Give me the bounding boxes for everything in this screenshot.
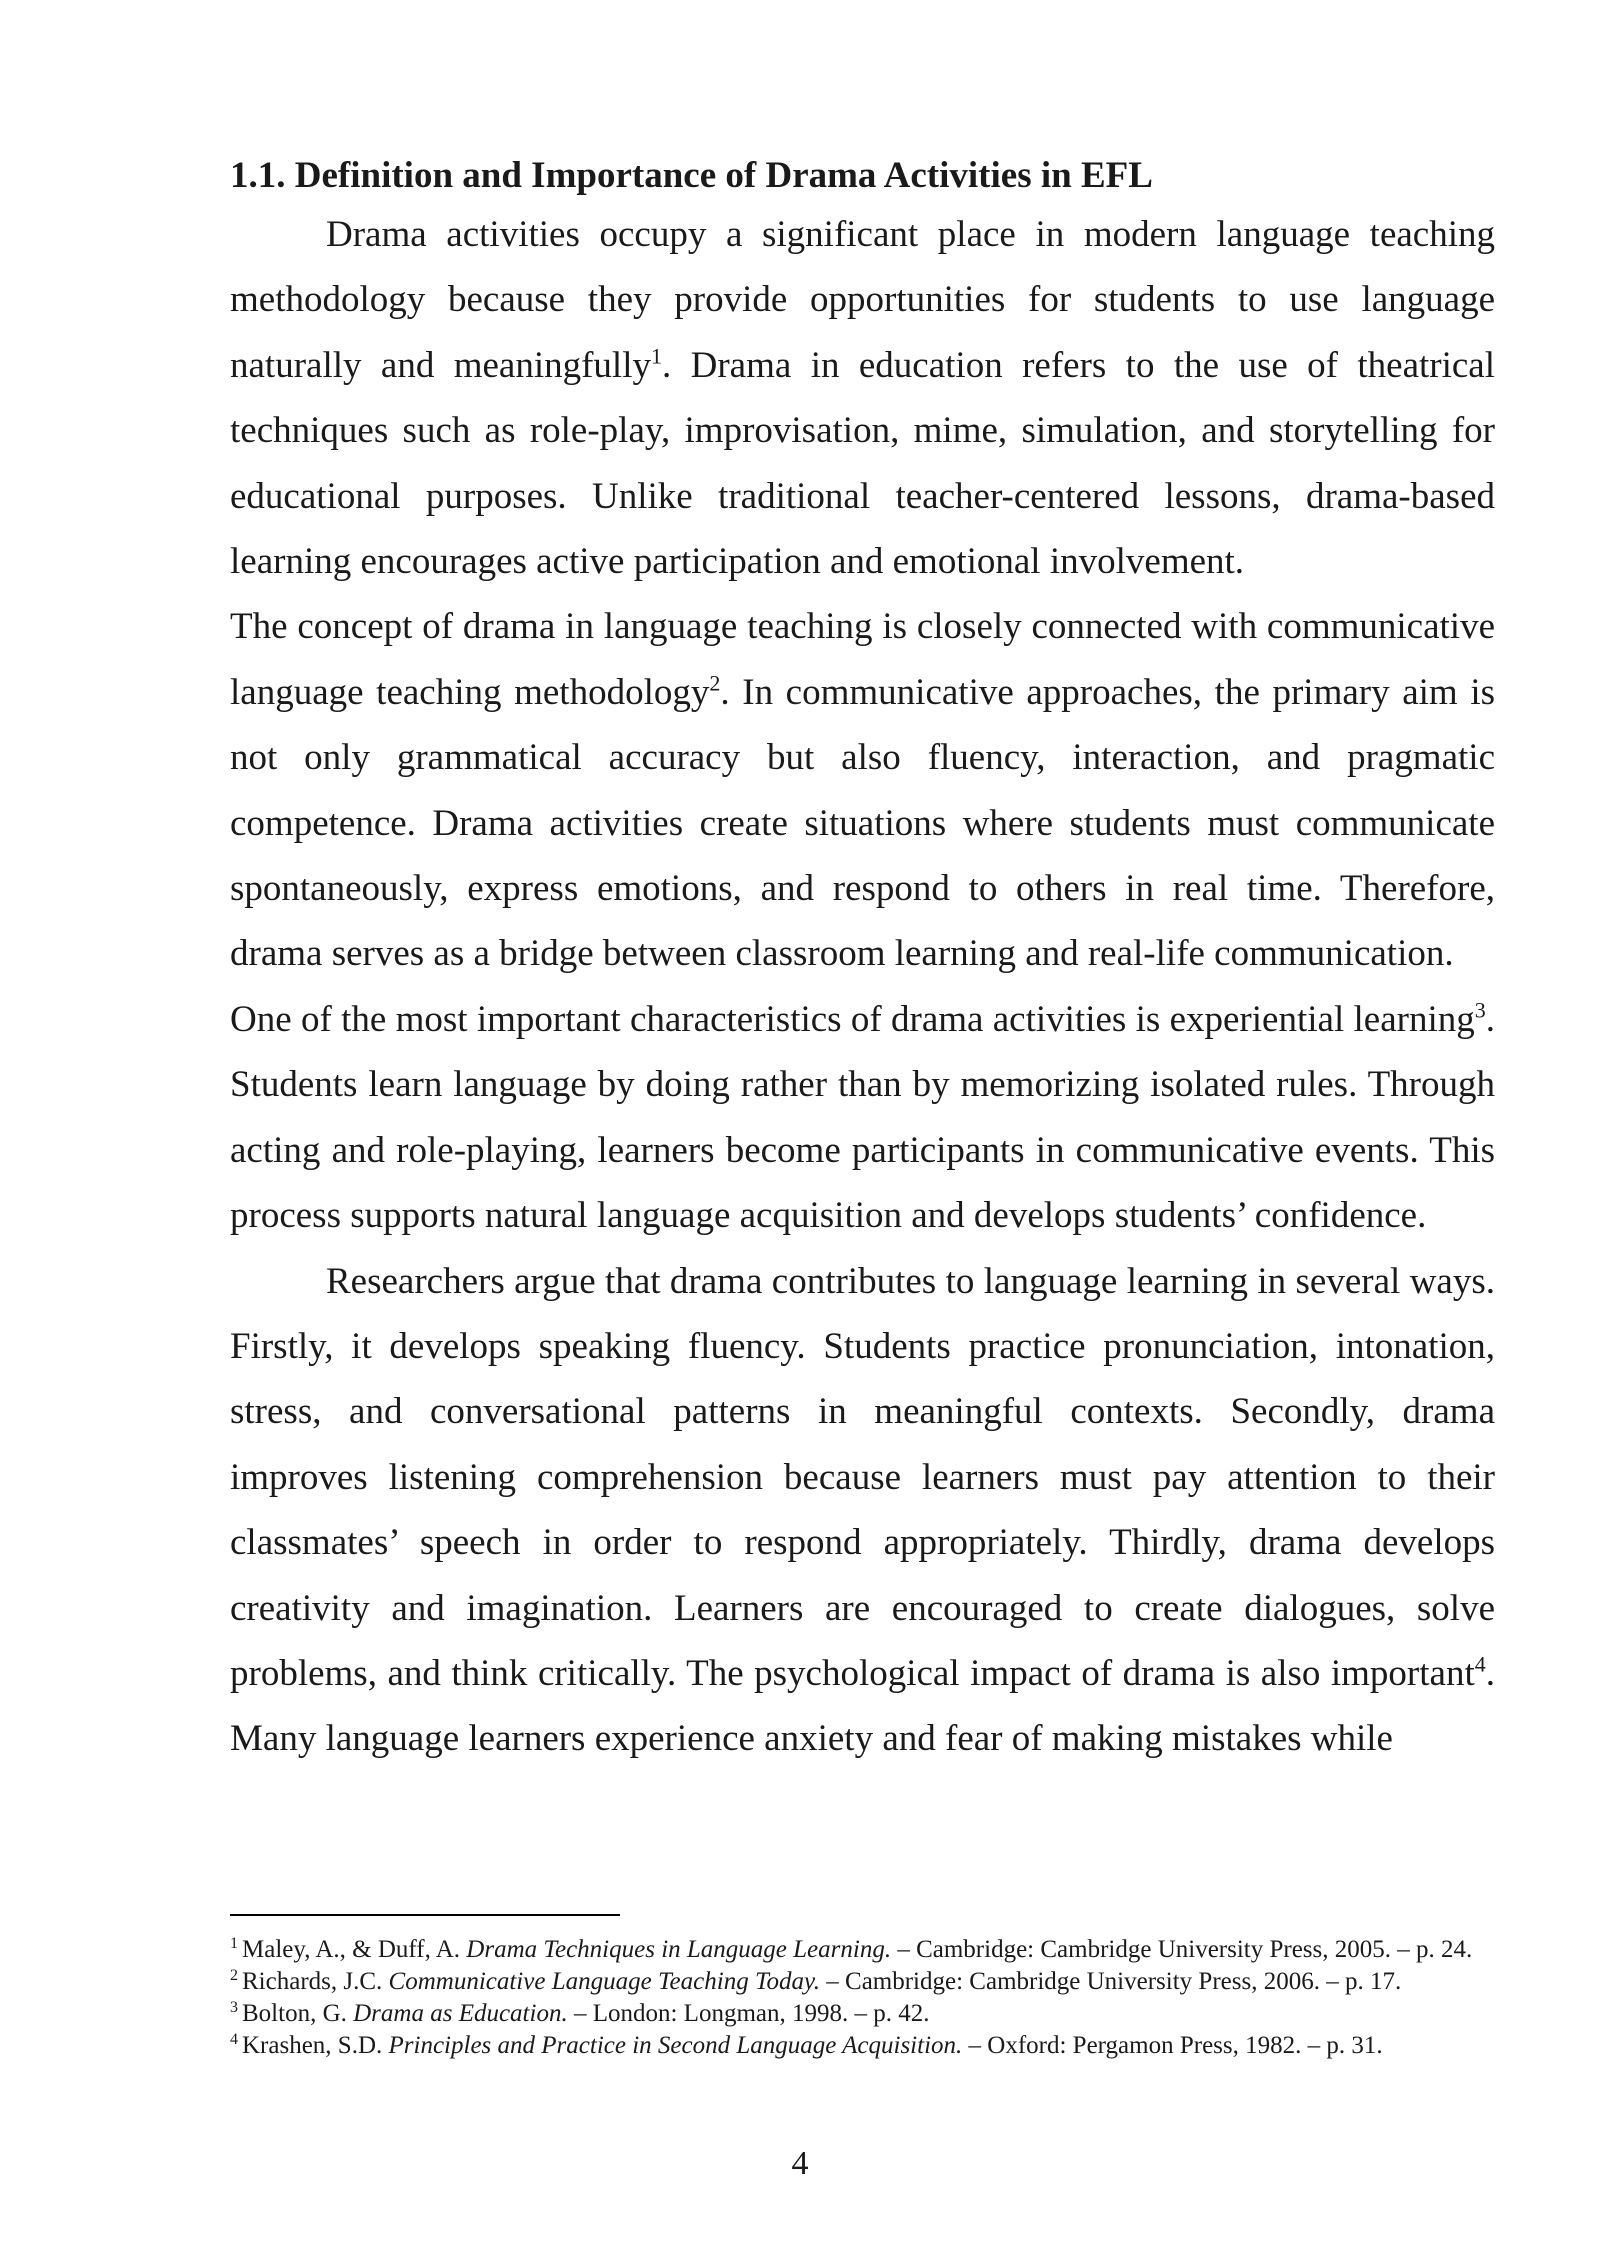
- section-heading: 1.1. Definition and Importance of Drama Activities in EFL: [230, 155, 1153, 196]
- footnote-1: [230, 1934, 1495, 1966]
- footnote-reference-2: 2: [709, 670, 721, 696]
- paragraph-experiential-learning: [230, 987, 1495, 1249]
- page-number: 4: [791, 2145, 809, 2182]
- footnote-reference-3: 3: [1474, 997, 1486, 1023]
- footnote-4: [230, 2030, 1495, 2062]
- footnote-number: 3: [230, 1998, 238, 2016]
- footnote-publication: – London: Longman, 1998. – p. 42.: [567, 2000, 930, 2027]
- footnote-author: Bolton, G.: [242, 2000, 354, 2027]
- paragraph-text: . Many language learners experience anxiety and fear of making mistakes while: [230, 1652, 1495, 1760]
- footnote-number: 4: [230, 2030, 238, 2048]
- document-body: [230, 150, 1495, 1772]
- paragraph-drama-definition: [230, 202, 1495, 594]
- footnote-3: [230, 1998, 1495, 2030]
- footnote-number: 2: [230, 1966, 238, 1984]
- paragraph-text: One of the most important characteristics of drama activities is experiential learning: [230, 998, 1475, 1040]
- footnote-publication: – Cambridge: Cambridge University Press, 2005. – p. 24.: [891, 1936, 1473, 1963]
- footnote-publication: – Cambridge: Cambridge University Press, 2006. – p. 17.: [820, 1968, 1402, 1995]
- footnote-2: [230, 1966, 1495, 1998]
- paragraph-text: . In communicative approaches, the primary aim is not only grammatical accuracy but also fluency, interaction, and pragmatic competence. Drama activities create situations where students must communicate spontaneously, express emotions, and respond to others in real time. Therefore, drama serves as a bridge between classroom learning and real-life communication.: [230, 671, 1495, 975]
- paragraph-text: Researchers argue that drama contributes to language learning in several ways. Firstly, it develops speaking fluency. Students practice pronunciation, intonation, stress, and conversational patterns in meaningful contexts. Secondly, drama improves listening comprehension because learners must pay attention to their classmates’ speech in order to respond appropriately. Thirdly, drama develops creativity and imagination. Learners are encouraged to create dialogues, solve problems, and think critically. The psychological impact of drama is also important: [230, 1260, 1495, 1694]
- footnote-reference-4: 4: [1474, 1651, 1486, 1677]
- footnote-title: Communicative Language Teaching Today.: [388, 1968, 821, 1995]
- footnote-number: 1: [230, 1934, 238, 1952]
- footnotes-section: [230, 1914, 1495, 2062]
- footnote-reference-1: 1: [651, 343, 662, 369]
- footnote-title: Drama Techniques in Language Learning.: [466, 1936, 892, 1963]
- footnote-title: Drama as Education.: [353, 2000, 568, 2027]
- footnote-author: Maley, A., & Duff, A.: [242, 1936, 467, 1963]
- footnote-author: Richards, J.C.: [242, 1968, 389, 1995]
- footnote-author: Krashen, S.D.: [242, 2032, 389, 2059]
- paragraph-text: The concept of drama in language teaching is closely connected with communicative language teaching methodology: [230, 606, 1495, 713]
- paragraph-communicative-approach: [230, 594, 1495, 986]
- paragraph-text: Drama activities occupy a significant place in modern language teaching methodology because they provide opportunities for students to use language naturally and meaningfully: [230, 214, 1495, 386]
- footnote-title: Principles and Practice in Second Language Acquisition.: [388, 2032, 963, 2059]
- paragraph-text: . Drama in education refers to the use of theatrical techniques such as role-play, improvisation, mime, simulation, and storytelling for educational purposes. Unlike traditional teacher-centered lessons, drama-based learning encourages active participation and emotional involvement.: [230, 344, 1495, 583]
- footnote-separator: [230, 1914, 620, 1916]
- paragraph-research-benefits: [230, 1249, 1495, 1772]
- footnote-publication: – Oxford: Pergamon Press, 1982. – p. 31.: [962, 2032, 1383, 2059]
- paragraph-text: . Students learn language by doing rather than by memorizing isolated rules. Through acting and role-playing, learners become participants in communicative events. This process supports natural language acquisition and develops students’ confidence.: [230, 998, 1495, 1237]
